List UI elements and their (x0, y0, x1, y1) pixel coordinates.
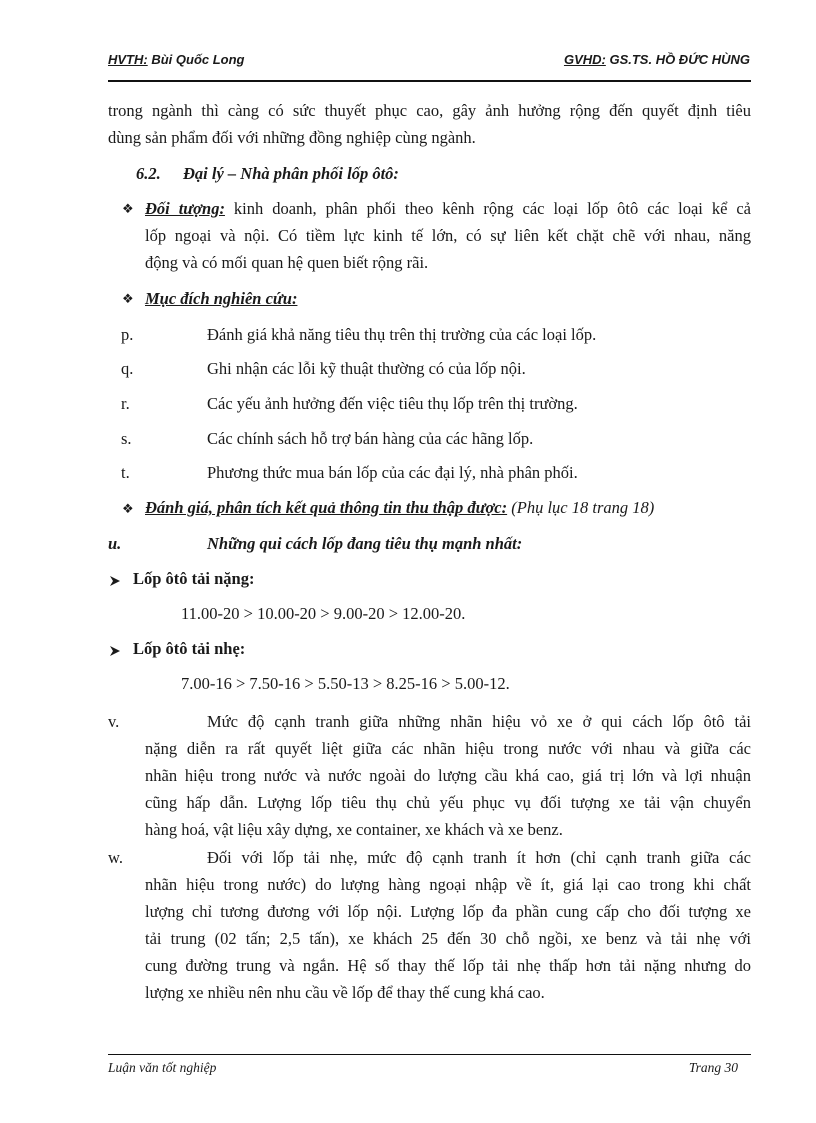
item-v-line-5: hàng hoá, vật liệu xây dựng, xe container, xe khách và xe benz. (145, 820, 563, 839)
item-w-line-2: nhãn hiệu trong nước) do lượng hàng ngoại nhập về ít, giá lại cao trong khi chất (145, 875, 751, 894)
list-item: Ghi nhận các lỗi kỹ thuật thường có của lốp nội. (207, 359, 526, 378)
header-advisor (564, 52, 750, 67)
item-w-line-6: lượng xe nhiều nên nhu cầu về lốp để thay thế cung khá cao. (145, 983, 545, 1002)
item-v-line-4: cũng hấp dẫn. Lượng lốp tiêu thụ chủ yếu phục vụ đối tượng xe tải vận chuyển (145, 793, 751, 812)
list-marker: q. (121, 359, 134, 378)
doi-tuong-line-3: động và có mối quan hệ quen biết rộng rãi. (145, 253, 429, 272)
item-v-line-3: nhãn hiệu trong nước và nước ngoài do lượng cầu khá cao, giá trị lớn và lợi nhuận (145, 766, 751, 785)
item-w-line-1: Đối với lốp tải nhẹ, mức độ cạnh tranh ít hơn (chỉ cạnh tranh giữa các (207, 848, 751, 867)
diamond-bullet-icon: ❖ (122, 202, 134, 217)
muc-dich-label: Mục đích nghiên cứu: (145, 289, 298, 308)
intro-line-1: trong ngành thì càng có sức thuyết phục cao, gây ảnh hưởng rộng đến quyết định tiêu (108, 101, 751, 120)
header-advisor-name: GS.TS. HỒ ĐỨC HÙNG (609, 52, 750, 67)
lop-tai-nhe-label: Lốp ôtô tải nhẹ: (133, 639, 246, 658)
intro-line-2: dùng sản phẩm đối với những đồng nghiệp cùng ngành. (108, 128, 476, 147)
list-marker: u. (108, 534, 122, 553)
section-title: Đại lý – Nhà phân phối lốp ôtô: (183, 164, 399, 183)
page-number: Trang 30 (688, 1060, 738, 1075)
list-marker: p. (121, 325, 134, 344)
danh-gia-note: (Phụ lục 18 trang 18) (511, 498, 655, 517)
list-item: Đánh giá khả năng tiêu thụ trên thị trường của các loại lốp. (207, 325, 597, 344)
lop-tai-nang-sizes: 11.00-20 > 10.00-20 > 9.00-20 > 12.00-20. (181, 604, 466, 623)
item-w-line-3: lượng chỉ tương đương với lốp nội. Lượng lốp đa phần cung cấp cho đối tượng xe (145, 902, 751, 921)
header-advisor-label: GVHD: (563, 52, 606, 67)
diamond-bullet-icon: ❖ (122, 292, 134, 307)
arrow-bullet-icon (109, 644, 121, 662)
doi-tuong-label: Đối tượng: (145, 199, 225, 218)
list-item: Phương thức mua bán lốp của các đại lý, nhà phân phối. (207, 463, 578, 482)
header-rule (108, 80, 751, 82)
item-w-line-5: cung đường trung và ngắn. Hệ số thay thế lốp tải nhẹ thấp hơn tải nặng nhưng do (145, 956, 751, 975)
list-marker: w. (108, 848, 123, 867)
doi-tuong-line-2: lốp ngoại và nội. Có tiềm lực kinh tế lớn, có sự liên kết chặt chẽ với nhau, năng (145, 226, 751, 245)
list-item: Các chính sách hỗ trợ bán hàng của các hãng lốp. (207, 429, 534, 448)
lop-tai-nhe-sizes: 7.00-16 > 7.50-16 > 5.50-13 > 8.25-16 > 5.00-12. (181, 674, 510, 693)
footer-title: Luận văn tốt nghiệp (108, 1060, 217, 1075)
section-number: 6.2. (136, 164, 161, 183)
item-u-text: Những qui cách lốp đang tiêu thụ mạnh nhất: (207, 534, 523, 553)
item-v-line-1: Mức độ cạnh tranh giữa những nhãn hiệu vỏ xe ở qui cách lốp ôtô tải (207, 712, 751, 731)
diamond-bullet-icon: ❖ (122, 502, 134, 517)
list-marker: v. (108, 712, 120, 731)
arrow-bullet-icon (109, 574, 121, 592)
list-marker: r. (121, 394, 130, 413)
doi-tuong-text: kinh doanh, phân phối theo kênh rộng các loại lốp ôtô các loại kể cả (233, 199, 752, 218)
header-author-label: HVTH: (108, 52, 148, 67)
danh-gia-label: Đánh giá, phân tích kết quả thông tin thu thập được: (145, 498, 508, 517)
item-w-line-4: tải trung (02 tấn; 2,5 tấn), xe khách 25 đến 30 chỗ ngồi, xe benz và tải nhẹ với (145, 929, 751, 948)
danh-gia-heading (145, 498, 654, 518)
header-author (108, 52, 245, 67)
item-v-line-2: nặng diễn ra rất quyết liệt giữa các nhãn hiệu trong nước với nhau và giữa các (145, 739, 751, 758)
list-item: Các yếu ảnh hưởng đến việc tiêu thụ lốp trên thị trường. (207, 394, 578, 413)
header-author-name: Bùi Quốc Long (151, 52, 245, 67)
list-marker: s. (121, 429, 132, 448)
doi-tuong-line-1 (145, 199, 751, 219)
list-marker: t. (121, 463, 130, 482)
lop-tai-nang-label: Lốp ôtô tải nặng: (133, 569, 255, 588)
footer-rule (108, 1054, 751, 1055)
